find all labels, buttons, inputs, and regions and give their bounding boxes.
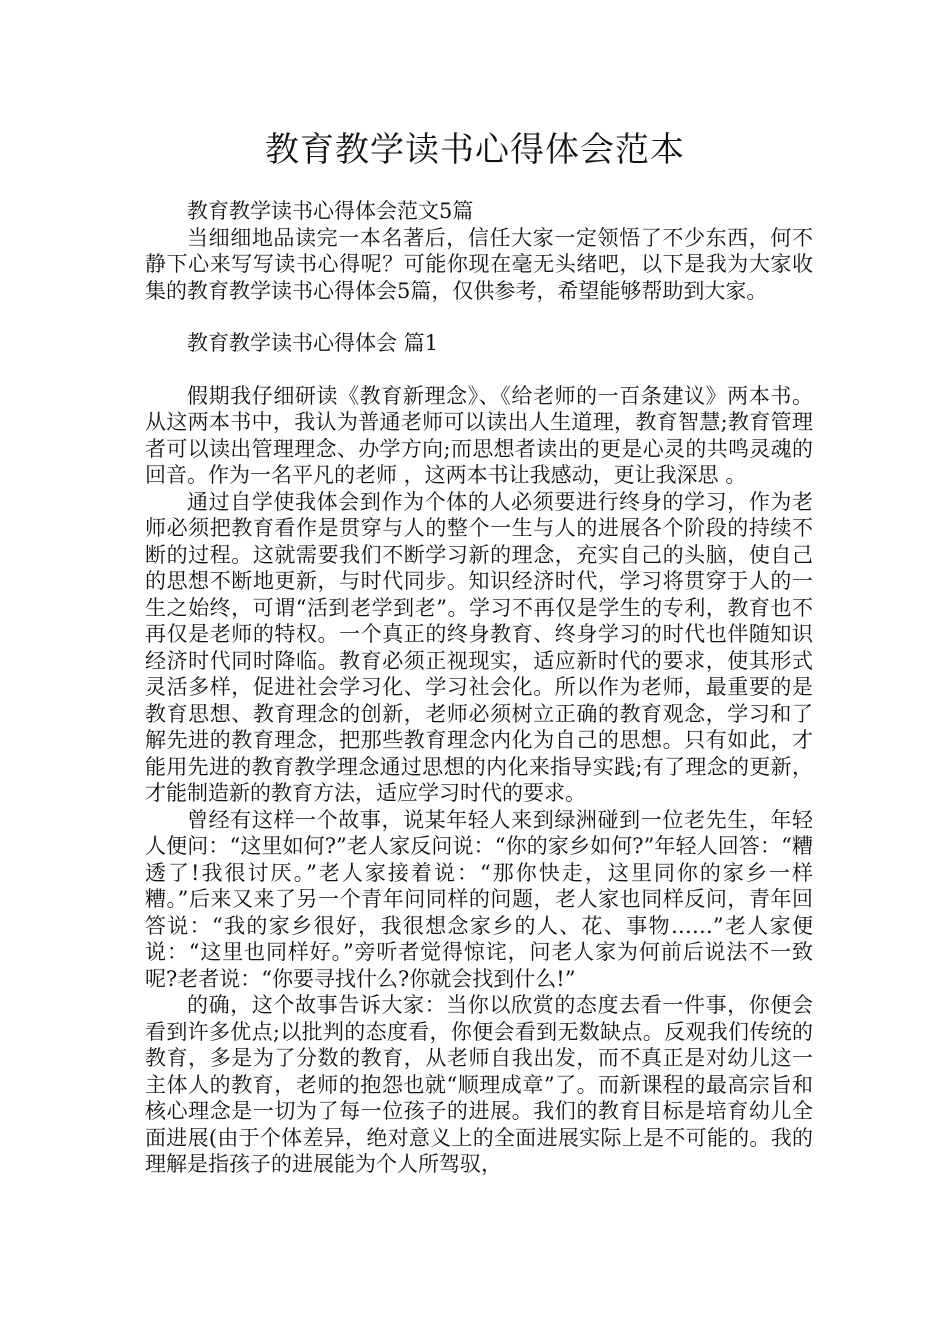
body-paragraph-4: 的确，这个故事告诉大家：当你以欣赏的态度去看一件事，你便会看到许多优点;以批判的态度看，你便会看到无数缺点。反观我们传统的教育，多是为了分数的教育，从老师自我出发，而不真正是对幼儿这一主体人的教育，老师的抱怨也就“顺理成章”了。而新课程的最高宗旨和核心理念是一切为了每一位孩子的进展。我们的教育目标是培育幼儿全面进展(由于个体差异，绝对意义上的全面进展实际上是不可能的。我的理解是指孩子的进展能为个人所驾驭， bbox=[145, 993, 813, 1176]
intro-paragraph: 当细细地品读完一本名著后，信任大家一定领悟了不少东西，何不静下心来写写读书心得呢？可能你现在毫无头绪吧，以下是我为大家收集的教育教学读书心得体会5篇，仅供参考，希望能够帮助到大家。 bbox=[145, 225, 813, 303]
body-paragraph-3: 曾经有这样一个故事，说某年轻人来到绿洲碰到一位老先生，年轻人便问：“这里如何?”老人家反问说：“你的家乡如何?”年轻人回答：“糟透了!我很讨厌。”老人家接着说：“那你快走，这里同你的家乡一样糟。”后来又来了另一个青年问同样的问题，老人家也同样反问，青年回答说：“我的家乡很好，我很想念家乡的人、花、事物……”老人家便说：“这里也同样好。”旁听者觉得惊诧，问老人家为何前后说法不一致呢?老者说：“你要寻找什么?你就会找到什么!” bbox=[145, 807, 813, 991]
body-paragraph-1: 假期我仔细研读《教育新理念》、《给老师的一百条建议》两本书。从这两本书中，我认为普通老师可以读出人生道理，教育智慧;教育管理者可以读出管理理念、办学方向;而思想者读出的更是心灵的共鸣灵魂的回音。作为一名平凡的老师 ，这两本书让我感动，更让我深思 。 bbox=[145, 383, 813, 487]
document-title: 教育教学读书心得体会范本 bbox=[265, 130, 685, 170]
section-heading: 教育教学读书心得体会 篇1 bbox=[187, 331, 439, 355]
document-subtitle: 教育教学读书心得体会范文5篇 bbox=[187, 199, 474, 223]
document-body bbox=[145, 198, 813, 1178]
body-paragraph-2: 通过自学使我体会到作为个体的人必须要进行终身的学习，作为老师必须把教育看作是贯穿与人的整个一生与人的进展各个阶段的持续不断的过程。这就需要我们不断学习新的理念，充实自己的头脑，使自己的思想不断地更新，与时代同步。知识经济时代，学习将贯穿于人的一生之始终，可谓“活到老学到老”。学习不再仅是学生的专利，教育也不再仅是老师的特权。一个真正的终身教育、终身学习的时代也伴随知识经济时代同时降临。教育必须正视现实，适应新时代的要求，使其形式灵活多样，促进社会学习化、学习社会化。所以作为老师，最重要的是教育思想、教育理念的创新，老师必须树立正确的教育观念，学习和了解先进的教育理念，把那些教育理念内化为自己的思想。只有如此，才能用先进的教育教学理念通过思想的内化来指导实践;有了理念的更新，才能制造新的教育方法，适应学习时代的要求。 bbox=[145, 489, 813, 805]
